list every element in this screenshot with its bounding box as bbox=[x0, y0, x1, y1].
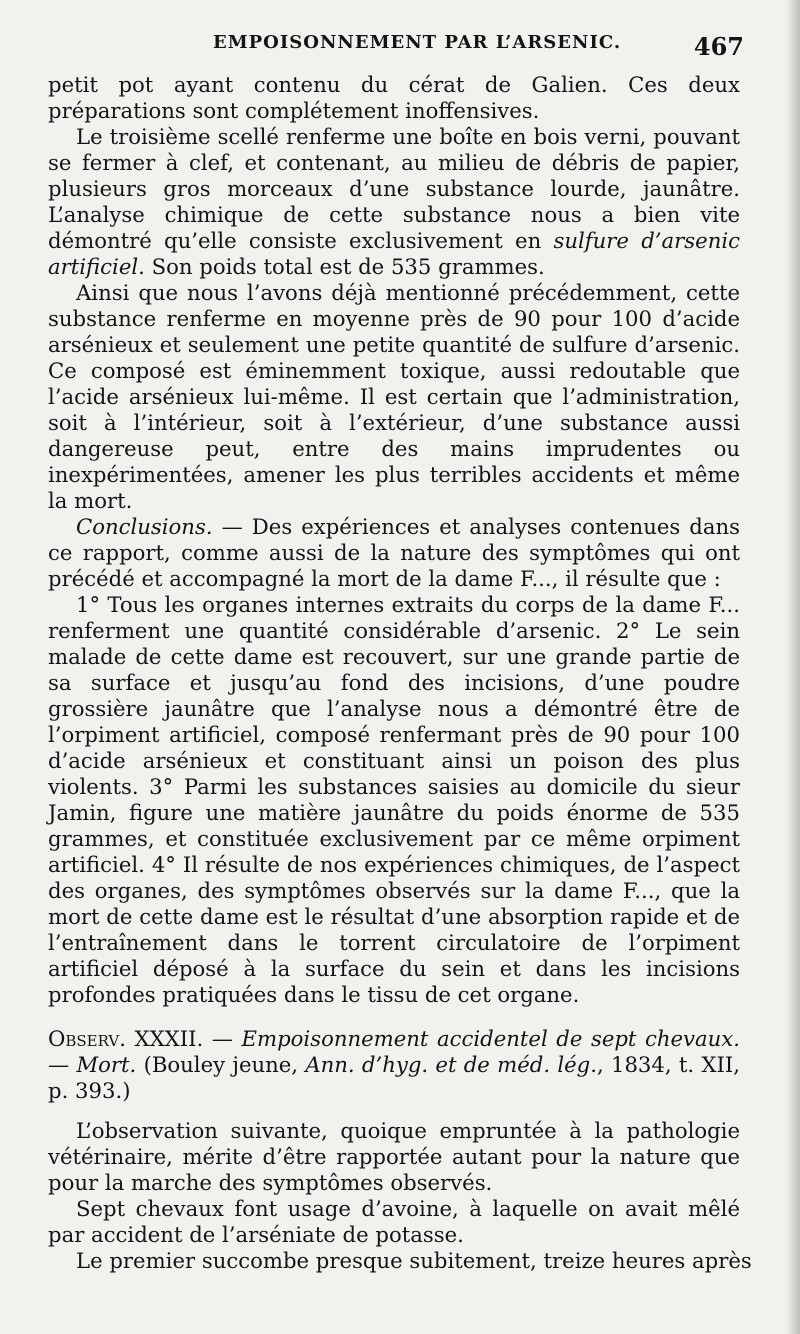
paragraph-continuation: petit pot ayant contenu du cérat de Galien. Ces deux préparations sont complétement inoffensives. bbox=[48, 72, 740, 123]
observation-title: — Empoisonnement accidentel de sept chevaux. — Mort. bbox=[48, 1026, 740, 1077]
paragraph-horses: Sept chevaux font usage d’avoine, à laquelle on avait mêlé par accident de l’arséniate de potasse. bbox=[48, 1196, 740, 1247]
conclusions-text: — Des expériences et analyses contenues dans ce rapport, comme aussi de la nature des symptômes qui ont précédé et accompagné la mort de la dame F..., il résulte que : bbox=[48, 514, 740, 591]
paragraph-findings: 1° Tous les organes internes extraits du corps de la dame F... renferment une quantité considérable d’arsenic. 2° Le sein malade de cette dame est recouvert, sur une grande partie de sa surface et jusqu’au fond des incisions, d’une poudre grossière jaunâtre que l’analyse nous a démontré être de l’orpiment artificiel, composé renfermant près de 90 pour 100 d’acide arsénieux et constituant ainsi un poison des plus violents. 3° Parmi les substances saisies au domicile du sieur Jamin, figure une matière jaunâtre du poids énorme de 535 grammes, et constituée exclusivement par ce même orpiment artificiel. 4° Il résulte de nos expériences chimiques, de l’aspect des organes, des symptômes observés sur la dame F..., que la mort de cette dame est le résultat d’une absorption rapide et de l’entraînement dans le torrent circulatoire de l’orpiment artificiel déposé à la surface du sein et dans les incisions profondes pratiquées dans le tissu de cet organe. bbox=[48, 592, 740, 1007]
page-number: 467 bbox=[693, 32, 744, 61]
page-edge-shadow bbox=[786, 0, 800, 1334]
body-text bbox=[48, 72, 752, 1274]
paragraph-veterinary: L’observation suivante, quoique empruntée à la pathologie vétérinaire, mérite d’être rapportée autant pour la nature que pour la marche des symptômes observés. bbox=[48, 1118, 740, 1195]
paragraph-third-seal-end: Son poids total est de 535 grammes. bbox=[144, 254, 545, 279]
paragraph-third-seal-text: Le troisième scellé renferme une boîte en bois verni, pouvant se fermer à clef, et contenant, au milieu de débris de papier, plusieurs gros morceaux d’une substance lourde, jaunâtre. L’analyse chimique de cette substance nous a bien vite démontré qu’elle consiste exclusivement en bbox=[48, 124, 740, 253]
conclusions-label: Conclusions. bbox=[76, 514, 213, 539]
observation-journal: Ann. d’hyg. et de méd. lég. bbox=[305, 1052, 597, 1077]
italic-term: sulfure d’arsenic artificiel. bbox=[48, 228, 740, 279]
paragraph-first-horse: Le premier succombe presque subitement, treize heures après bbox=[76, 1248, 752, 1273]
paragraph-third-seal bbox=[48, 124, 740, 280]
observation-reference-start: (Bouley jeune, bbox=[136, 1052, 306, 1077]
observation-label: Observ. XXXII. bbox=[48, 1026, 204, 1051]
paragraph-conclusions bbox=[48, 514, 740, 592]
observation-reference-end: , 1834, t. XII, p. 393.) bbox=[48, 1052, 740, 1103]
observation-heading bbox=[48, 1026, 740, 1104]
running-title: EMPOISONNEMENT PAR L’ARSENIC. bbox=[213, 32, 622, 53]
paragraph-toxicity: Ainsi que nous l’avons déjà mentionné précédemment, cette substance renferme en moyenne près de 90 pour 100 d’acide arsénieux et seulement une petite quantité de sulfure d’arsenic. Ce composé est éminemment toxique, aussi redoutable que l’acide arsénieux lui-même. Il est certain que l’administration, soit à l’intérieur, soit à l’extérieur, d’une substance aussi dangereuse peut, entre des mains imprudentes ou inexpérimentées, amener les plus terribles accidents et même la mort. bbox=[48, 280, 740, 513]
running-header bbox=[48, 28, 742, 72]
